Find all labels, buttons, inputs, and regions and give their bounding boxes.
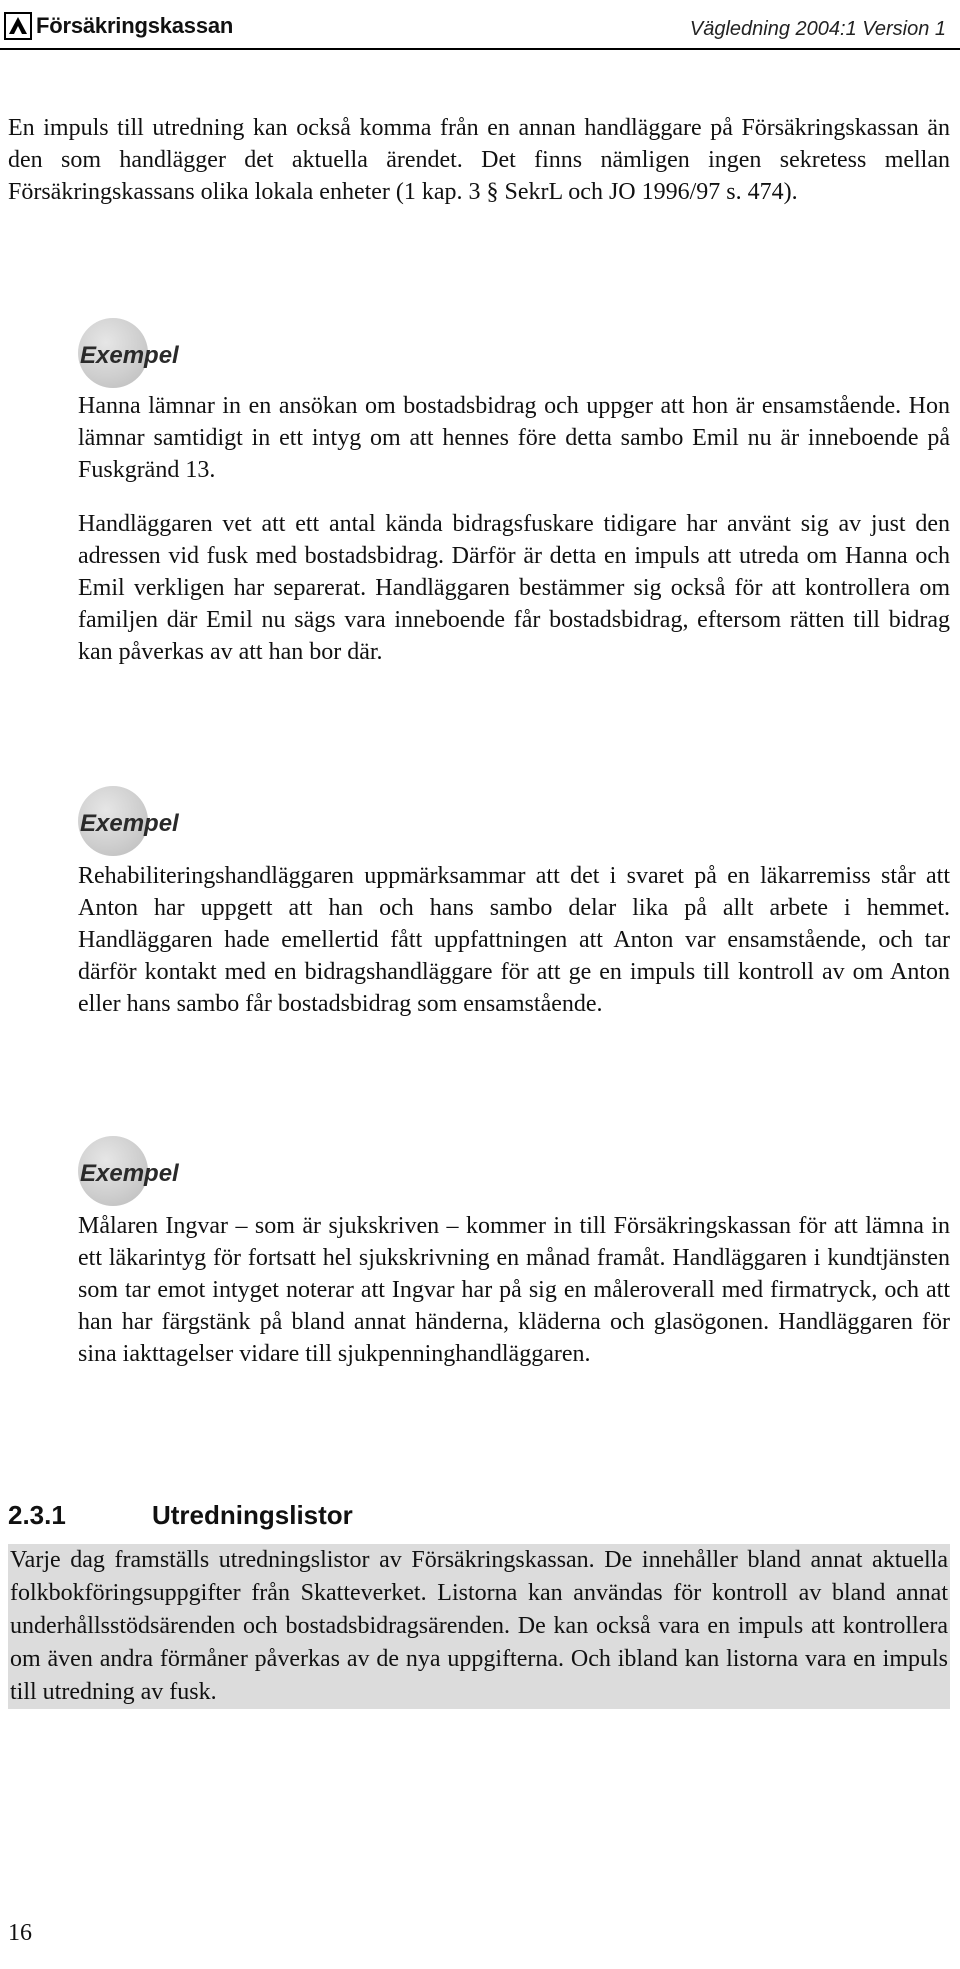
example-paragraph: Hanna lämnar in en ansökan om bostadsbidrag och uppger att hon är ensamstående. Hon lämnar samtidigt in ett intyg om att hennes före detta sambo Emil nu är inneboende på Fuskgränd 13. [78, 393, 950, 483]
example-label: Exempel [80, 810, 179, 837]
example-paragraph: Målaren Ingvar – som är sjukskriven – kommer in till Försäkringskassan för att lämna in ett läkarintyg för fortsatt hel sjukskrivning en månad framåt. Handläggaren i kundtjänsten som tar emot intyget noterar att Ingvar har på sig en måleroverall med firmatryck, och att han har färgstänk på bland annat händerna, kläderna och glasögonen. Handläggaren för sina iakttagelser vidare till sjukpenninghandläggaren. [78, 1213, 950, 1367]
section-number: 2.3.1 [8, 1500, 66, 1530]
section-heading [8, 1500, 353, 1531]
intro-paragraph: En impuls till utredning kan också komma från en annan handläggare på Försäkringskassan än den som handlägger det aktuella ärendet. Det finns nämligen ingen sekretess mellan Försäkringskassans olika lokala enheter (1 kap. 3 § SekrL och JO 1996/97 s. 474). [8, 115, 950, 205]
header-divider [0, 48, 960, 50]
section-body-box [8, 1544, 950, 1709]
brand-logo [4, 12, 233, 40]
example-marker [78, 1136, 208, 1196]
example-marker [78, 318, 208, 378]
section-body: Varje dag framställs utredningslistor av Försäkringskassan. De innehåller bland annat aktuella folkbokföringsuppgifter från Skatteverket. Listorna kan användas för kontroll av bland annat underhållsstödsärenden och bostadsbidragsärenden. De kan också vara en impuls att kontrollera om även andra förmåner påverkas av de nya uppgifterna. Och ibland kan listorna vara en impuls till utredning av fusk. [10, 1547, 948, 1705]
page-number: 16 [8, 1920, 32, 1946]
example-marker [78, 786, 208, 846]
example-paragraph: Rehabiliteringshandläggaren uppmärksammar att det i svaret på en läkarremiss står att Anton har uppgett att han och hans sambo delar lika på allt arbete i hemmet. Handläggaren hade emellertid fått uppfattningen att Anton var ensamstående, och tar därför kontakt med en bidragshandläggare för att ge en impuls till kontroll av om Anton eller hans sambo får bostadsbidrag som ensamstående. [78, 863, 950, 1017]
brand-logo-icon [4, 12, 32, 40]
brand-name: Försäkringskassan [36, 13, 234, 38]
example-paragraph: Handläggaren vet att ett antal kända bidragsfuskare tidigare har använt sig av just den adressen vid fusk med bostadsbidrag. Därför är detta en impuls att utreda om Hanna och Emil verkligen har separerat. Handläggaren bestämmer sig också för att kontrollera om familjen där Emil nu sägs vara inneboende får bostadsbidrag, eftersom rätten till bidrag kan påverkas av att han bor där. [78, 511, 950, 665]
page-header [0, 8, 960, 46]
section-title: Utredningslistor [152, 1500, 353, 1530]
example-label: Exempel [80, 1160, 179, 1187]
example-label: Exempel [80, 342, 179, 369]
document-version: Vägledning 2004:1 Version 1 [689, 18, 946, 40]
